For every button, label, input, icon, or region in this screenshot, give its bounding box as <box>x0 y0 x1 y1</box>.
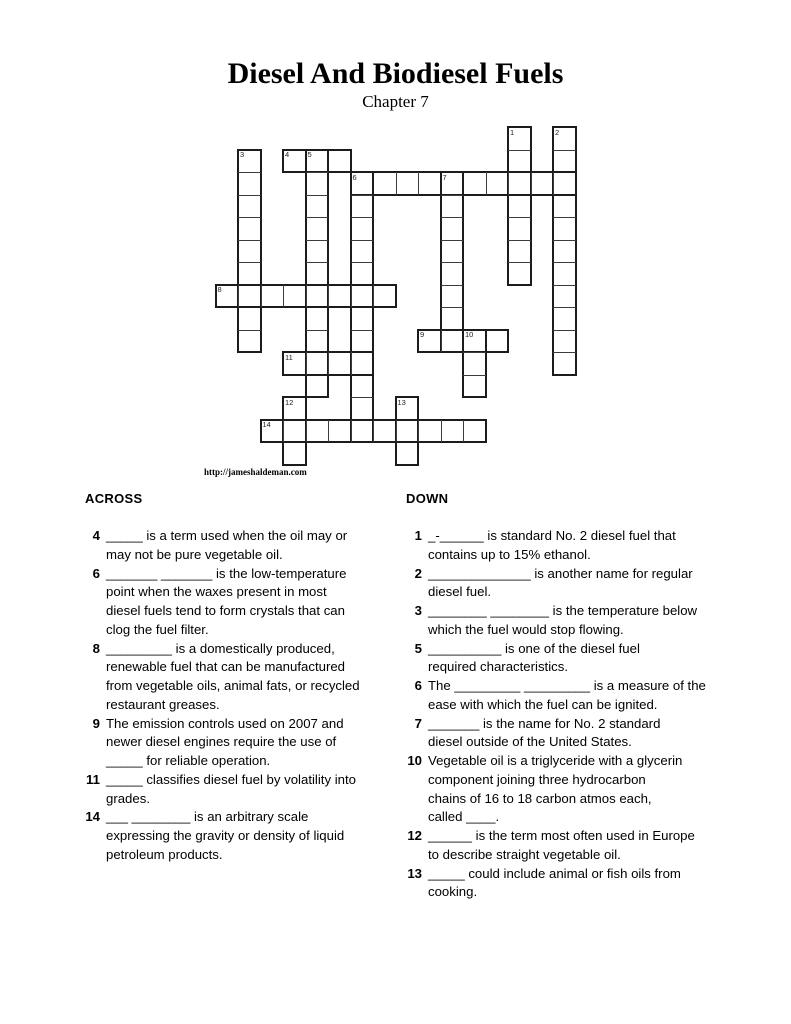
grid-cell-divider <box>463 420 464 443</box>
clue-number: 12 <box>407 828 422 843</box>
grid-cell-divider <box>508 172 509 195</box>
across-clue-list <box>83 527 403 865</box>
grid-cell-divider <box>238 172 261 173</box>
grid-cell-divider <box>396 172 397 195</box>
clue-text-line: renewable fuel that can be manufactured <box>106 659 345 675</box>
clue-text-line: ________ ________ is the temperature below <box>428 603 698 618</box>
clue-text-line: clog the fuel filter. <box>106 621 209 637</box>
clue-text-line: contains up to 15% ethanol. <box>428 546 591 562</box>
clue-number: 1 <box>414 528 422 543</box>
clue-text-line: component joining three hydrocarbon <box>428 771 646 787</box>
grid-cell-divider <box>531 172 532 195</box>
grid-cell-number-13: 13 <box>397 397 406 407</box>
grid-cell-divider <box>306 240 329 241</box>
clue-number: 3 <box>414 603 422 618</box>
grid-cell-divider <box>283 285 284 308</box>
grid-cell-divider <box>508 240 531 241</box>
grid-cell-number-3: 3 <box>240 150 245 159</box>
grid-cell-divider <box>351 262 374 263</box>
grid-cell-divider <box>351 420 352 443</box>
grid-cell-divider <box>441 262 464 263</box>
grid-cell-number-1: 1 <box>510 127 515 137</box>
clue-text-line: ______ is the term most often used in Europe <box>428 828 695 843</box>
clue-number: 14 <box>85 809 100 825</box>
clue-item <box>405 827 725 865</box>
clue-number: 5 <box>414 640 422 656</box>
clue-item <box>83 715 403 771</box>
clue-text-line: ______________ is another name for regular <box>428 565 693 581</box>
clue-text-line: required characteristics. <box>428 659 568 675</box>
clue-text <box>428 677 706 715</box>
clue-text-line: called ____. <box>428 809 500 825</box>
grid-cell-divider <box>238 285 239 308</box>
clue-text <box>106 715 344 771</box>
grid-cell-divider <box>553 285 576 286</box>
grid-cell-divider <box>351 195 374 196</box>
grid-cell-divider <box>351 330 374 331</box>
clue-text-line: diesel fuel. <box>428 584 492 600</box>
grid-cell-divider <box>441 307 464 308</box>
clue-text <box>106 640 360 715</box>
clue-text <box>106 565 346 640</box>
clue-number: 6 <box>92 565 100 581</box>
clue-text <box>428 752 682 827</box>
clue-number: 8 <box>92 640 100 656</box>
clue-item <box>83 640 403 715</box>
grid-cell-number-11: 11 <box>285 352 293 362</box>
grid-cell-divider <box>441 285 464 286</box>
down-heading: DOWN <box>406 491 449 506</box>
clue-text-line: petroleum products. <box>106 846 223 862</box>
grid-cell-divider <box>328 285 329 308</box>
clue-text-line: which the fuel would stop flowing. <box>428 621 624 637</box>
clue-text-line: to describe straight vegetable oil. <box>428 846 621 862</box>
grid-cell-divider <box>508 217 531 218</box>
grid-cell-divider <box>306 262 329 263</box>
clue-text-line: from vegetable oils, animal fats, or recycled <box>106 678 360 693</box>
grid-cell-divider <box>306 352 307 375</box>
grid-cell-divider <box>283 420 284 443</box>
grid-cell-divider <box>508 262 531 263</box>
clue-text-line: ___ ________ is an arbitrary scale <box>106 809 309 825</box>
clue-text-line: diesel fuels tend to form crystals that can <box>106 603 345 618</box>
grid-cell-number-12: 12 <box>285 397 294 407</box>
clue-text-line: newer diesel engines require the use of <box>106 734 337 750</box>
grid-cell-divider <box>441 330 442 353</box>
clue-text <box>106 771 356 809</box>
grid-cell-divider <box>486 172 487 195</box>
grid-cell-divider <box>351 397 374 398</box>
clue-text-line: Vegetable oil is a triglyceride with a glycerin <box>428 753 683 768</box>
grid-cell-divider <box>418 172 419 195</box>
clue-text <box>106 527 347 565</box>
grid-cell-divider <box>306 195 329 196</box>
clue-item <box>83 808 403 864</box>
grid-cell-divider <box>351 285 352 308</box>
clue-number: 6 <box>414 678 422 693</box>
grid-word-3-down <box>237 149 262 354</box>
grid-cell-divider <box>553 172 554 195</box>
clue-text-line: _______ is the name for No. 2 standard <box>428 715 661 731</box>
clue-text-line: _________ is a domestically produced, <box>106 640 335 656</box>
grid-cell-divider <box>238 217 261 218</box>
grid-cell-divider <box>553 352 576 353</box>
clue-number: 9 <box>92 715 100 731</box>
grid-cell-divider <box>463 375 486 376</box>
clue-text <box>428 715 660 753</box>
clue-text-line: diesel outside of the United States. <box>428 734 632 750</box>
clue-item <box>405 565 725 603</box>
clue-text <box>428 602 697 640</box>
grid-cell-divider <box>238 330 261 331</box>
clue-text-line: grades. <box>106 790 150 806</box>
clue-text-line: _-______ is standard No. 2 diesel fuel that <box>428 528 676 543</box>
grid-cell-divider <box>306 420 307 443</box>
grid-cell-divider <box>441 420 442 443</box>
clue-number: 10 <box>407 753 422 768</box>
crossword-grid <box>0 0 791 500</box>
across-heading: ACROSS <box>85 491 143 506</box>
grid-cell-divider <box>441 217 464 218</box>
clue-text <box>428 827 695 865</box>
grid-cell-divider <box>306 217 329 218</box>
clue-text-line: may not be pure vegetable oil. <box>106 546 283 562</box>
grid-cell-divider <box>463 352 486 353</box>
grid-cell-divider <box>328 352 329 375</box>
clue-item <box>405 527 725 565</box>
clue-text <box>428 527 676 565</box>
clue-number: 2 <box>414 565 422 581</box>
clue-number: 13 <box>407 865 422 881</box>
clue-item <box>405 752 725 827</box>
clue-text <box>106 808 344 864</box>
grid-cell-divider <box>441 195 464 196</box>
grid-cell-divider <box>238 195 261 196</box>
grid-cell-divider <box>306 330 329 331</box>
clue-item <box>405 640 725 678</box>
clue-text-line: _______ _______ is the low-temperature <box>106 565 347 581</box>
page-title: Diesel And Biodiesel Fuels <box>227 57 564 90</box>
clue-text <box>428 865 681 903</box>
grid-cell-divider <box>553 330 576 331</box>
grid-cell-number-10: 10 <box>465 330 474 339</box>
clue-text-line: The emission controls used on 2007 and <box>106 715 344 731</box>
grid-cell-divider <box>441 240 464 241</box>
clue-text-line: ease with which the fuel can be ignited. <box>428 696 658 712</box>
grid-cell-divider <box>553 150 576 151</box>
clue-text <box>428 565 693 603</box>
clue-text-line: _____ could include animal or fish oils from <box>428 865 681 881</box>
grid-cell-number-8: 8 <box>217 285 222 294</box>
down-clue-list <box>405 527 725 902</box>
grid-cell-divider <box>351 240 374 241</box>
grid-cell-divider <box>306 172 329 173</box>
grid-cell-divider <box>553 240 576 241</box>
grid-cell-divider <box>553 217 576 218</box>
clue-item <box>405 865 725 903</box>
clue-item <box>83 771 403 809</box>
clue-number: 7 <box>414 715 422 731</box>
grid-cell-number-9: 9 <box>420 330 425 339</box>
clue-number: 4 <box>92 528 100 543</box>
clue-text-line: chains of 16 to 18 carbon atmos each, <box>428 790 652 806</box>
clue-item <box>83 565 403 640</box>
clue-number: 11 <box>86 771 100 787</box>
grid-cell-divider <box>373 420 374 443</box>
clue-text-line: _____ classifies diesel fuel by volatility into <box>106 771 356 787</box>
grid-word-2-down <box>552 126 577 376</box>
source-url-link[interactable]: http://jameshaldeman.com <box>204 467 307 477</box>
grid-cell-number-7: 7 <box>442 172 447 182</box>
grid-cell-divider <box>553 307 576 308</box>
clue-text-line: The _________ _________ is a measure of the <box>428 678 706 693</box>
grid-cell-divider <box>373 285 374 308</box>
clue-item <box>405 715 725 753</box>
grid-cell-divider <box>238 240 261 241</box>
clue-text-line: _____ for reliable operation. <box>106 753 271 768</box>
grid-cell-divider <box>351 217 374 218</box>
clue-item <box>405 677 725 715</box>
grid-cell-divider <box>238 262 261 263</box>
grid-cell-number-4: 4 <box>285 150 290 159</box>
grid-cell-number-5: 5 <box>307 150 312 159</box>
page-subtitle: Chapter 7 <box>362 92 429 111</box>
clue-text-line: expressing the gravity or density of liquid <box>106 828 345 843</box>
grid-cell-number-6: 6 <box>352 172 357 182</box>
grid-cell-divider <box>351 352 352 375</box>
grid-cell-divider <box>418 420 419 443</box>
clue-text-line: restaurant greases. <box>106 696 220 712</box>
grid-cell-divider <box>328 420 329 443</box>
grid-cell-divider <box>553 262 576 263</box>
clue-text-line: __________ is one of the diesel fuel <box>428 640 640 656</box>
clue-item <box>83 527 403 565</box>
grid-cell-divider <box>508 150 531 151</box>
grid-cell-number-14: 14 <box>262 420 271 429</box>
clue-text-line: cooking. <box>428 884 478 900</box>
clue-item <box>405 602 725 640</box>
clue-text-line: point when the waxes present in most <box>106 584 327 600</box>
clue-text-line: _____ is a term used when the oil may or <box>106 528 348 543</box>
grid-cell-number-2: 2 <box>555 127 560 137</box>
grid-cell-divider <box>396 420 397 443</box>
grid-cell-divider <box>261 285 262 308</box>
grid-cell-divider <box>306 285 307 308</box>
clue-text <box>428 640 640 678</box>
